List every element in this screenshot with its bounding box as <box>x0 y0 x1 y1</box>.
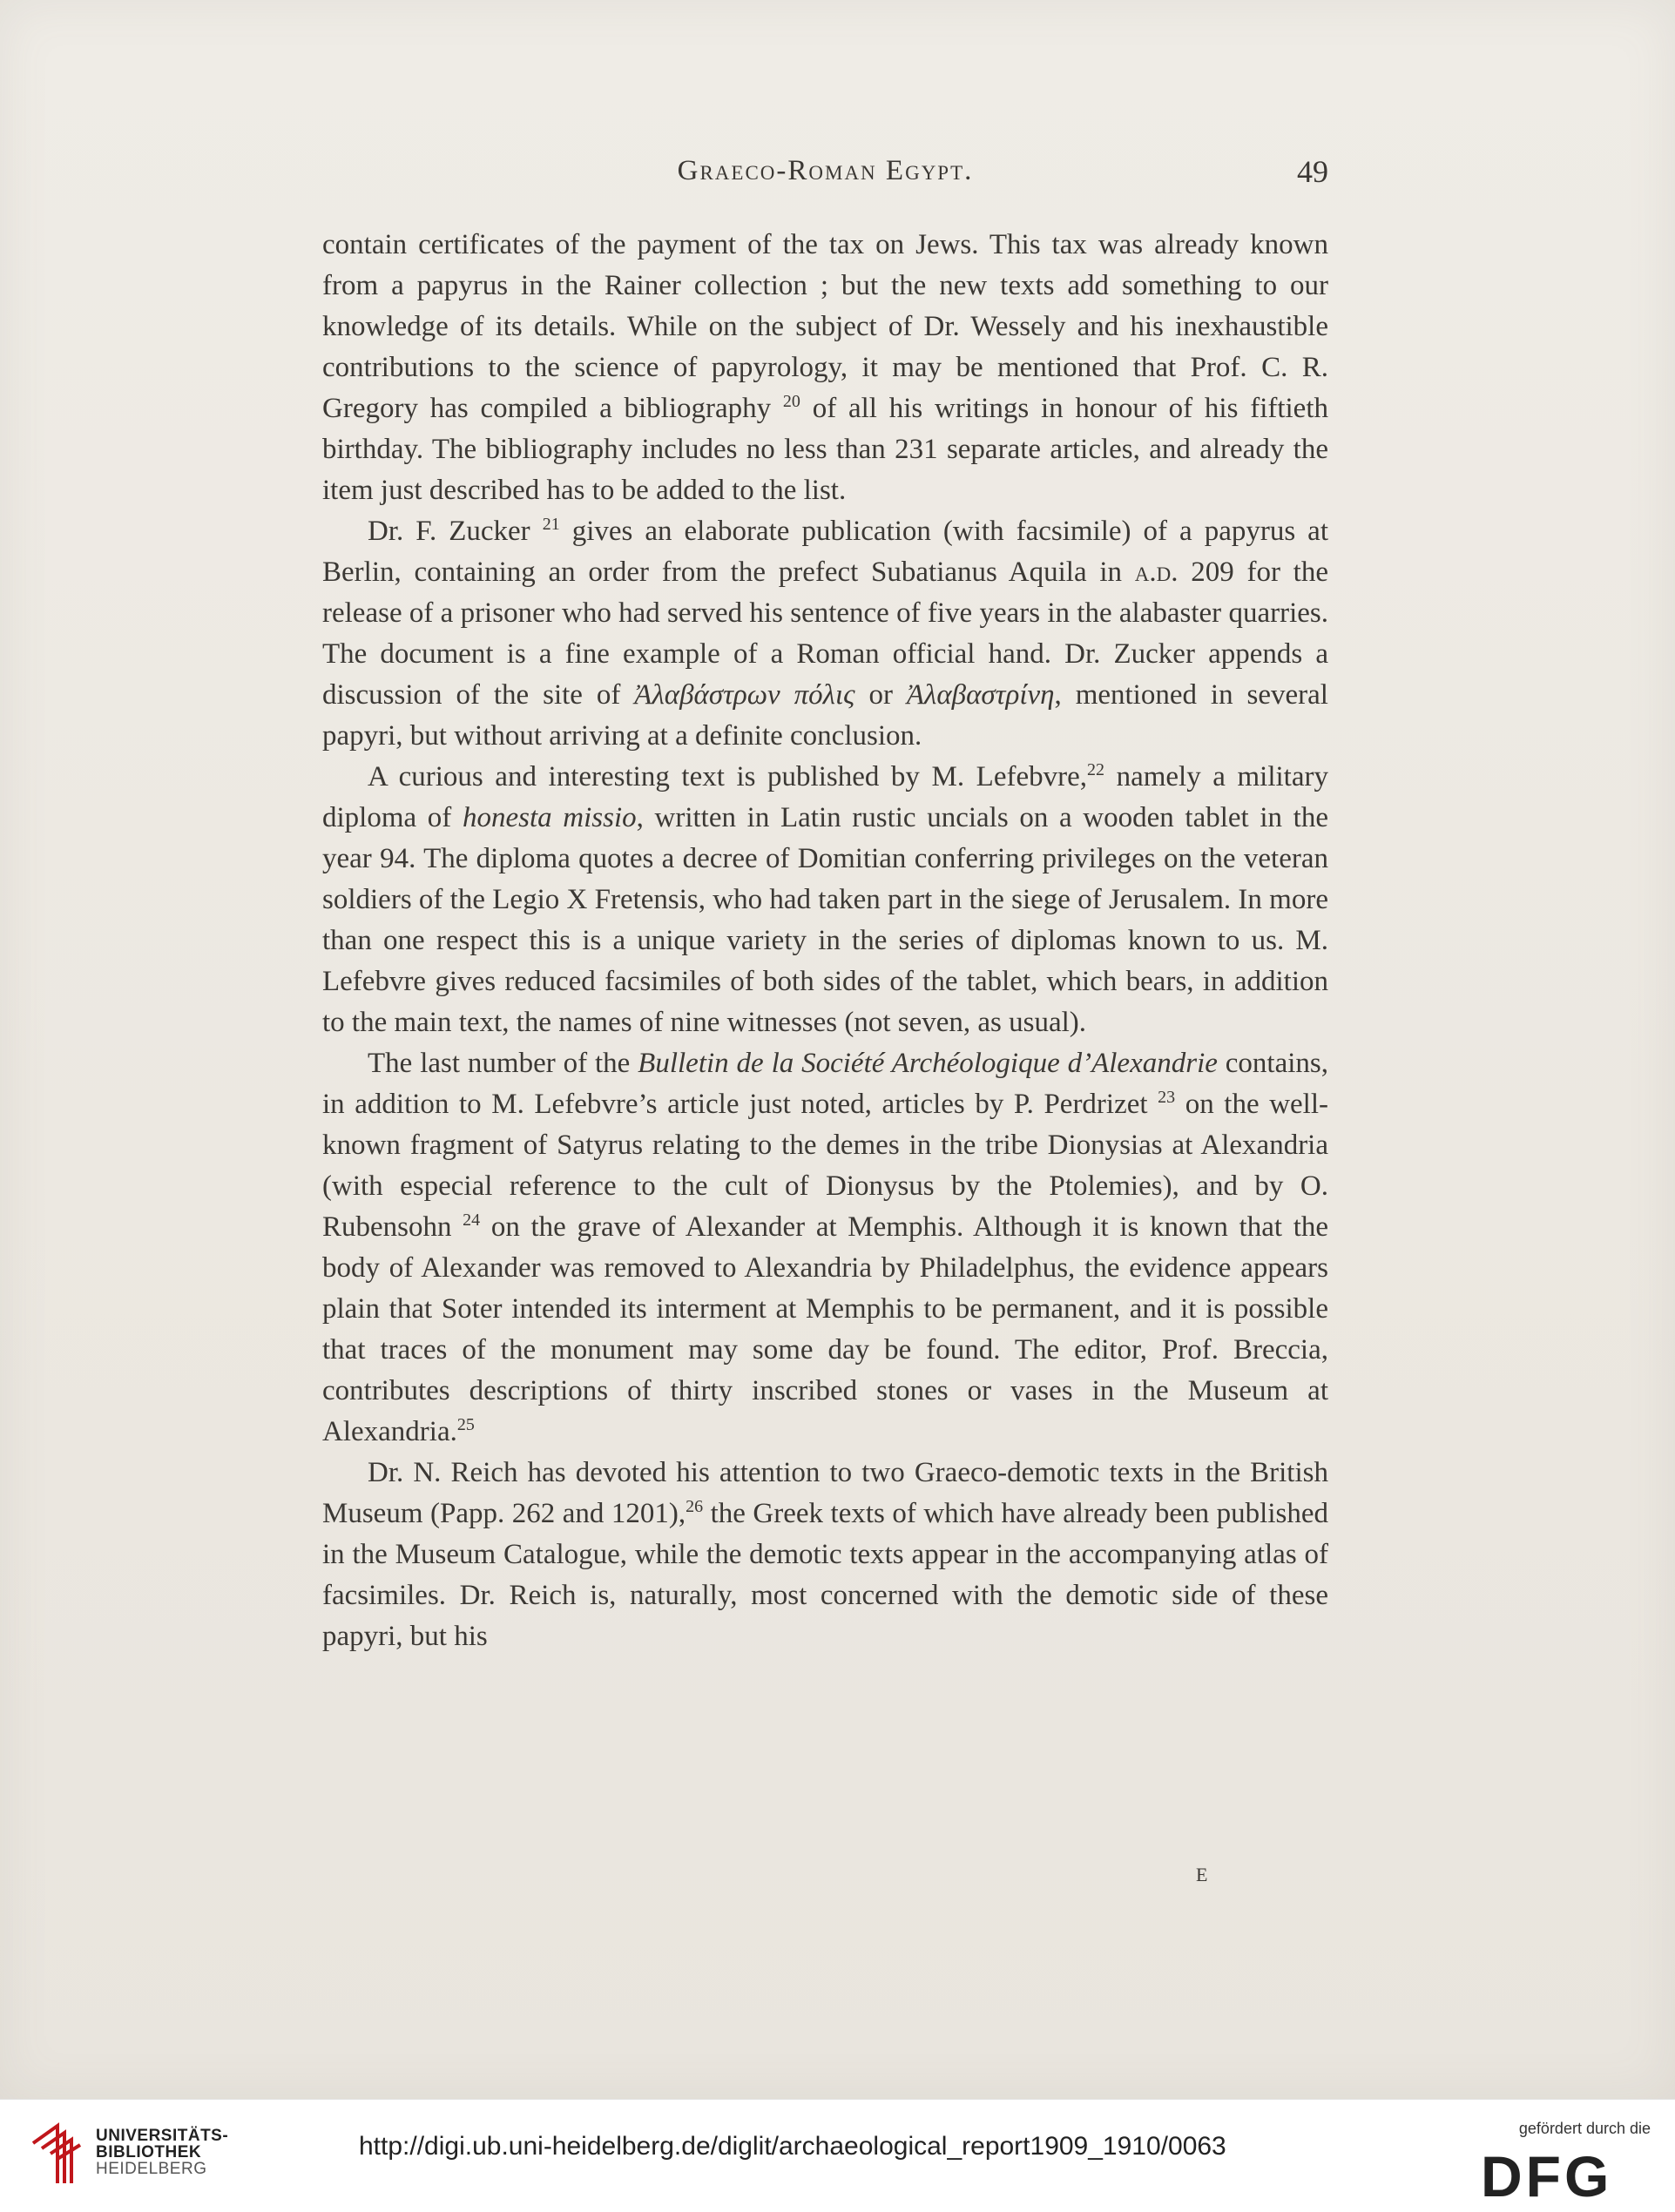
university-library-name <box>96 2128 228 2177</box>
footnote-ref: 20 <box>782 392 800 411</box>
text-run: or <box>854 679 907 711</box>
library-name-line-2: BIBLIOTHEK <box>96 2143 202 2161</box>
text-run: the Greek texts of which have already been published in the Museum Catalogue, while the demotic texts appear in the accompanying atlas of facsimiles. Dr. Reich is, naturally, most concerned with the demotic side of these papyri, but his <box>322 1498 1328 1652</box>
page-number: 49 <box>1297 154 1328 189</box>
text-run: Dr. F. Zucker <box>368 516 543 547</box>
body-text <box>322 225 1328 1657</box>
italic-text: Ἀλαβαστρίνη <box>906 679 1055 711</box>
footnote-ref: 25 <box>456 1415 475 1434</box>
italic-text: Ἀλαβάστρων πόλις <box>634 679 855 711</box>
footnote-ref: 26 <box>686 1497 704 1516</box>
sponsor-note: gefördert durch die <box>1518 2120 1651 2137</box>
text-run: 209 for the release of a prisoner who had served his sentence of five years in the alabaster quarries. The document is a fine example of a Roman official hand. Dr. Zucker appends a discussion of the site of <box>322 556 1328 711</box>
footnote-ref: 24 <box>463 1211 481 1230</box>
text-run: contain certificates of the payment of the tax on Jews. This tax was already known from a papyrus in the Rainer collection ; but the new texts add something to our knowledge of its details. While on the subject of Dr. Wessely and his inexhaustible contributions to the science of papyrology, it may be mentioned that Prof. C. R. Gregory has compiled a bibliography <box>322 229 1328 424</box>
text-run: on the well-known fragment of Satyrus relating to the demes in the tribe Dionysias at Alexandria (with especial reference to the cult of Dionysus by the Ptolemies), and by O. Rubensohn <box>322 1089 1328 1243</box>
library-name-line-3: HEIDELBERG <box>96 2160 207 2178</box>
italic-text: Bulletin de la Société Archéologique d’Alexandrie <box>638 1048 1218 1079</box>
text-run: The last number of the <box>368 1048 638 1079</box>
dfg-logo: DFG <box>1481 2144 1613 2209</box>
footnote-ref: 22 <box>1087 760 1105 779</box>
library-name-line-1: UNIVERSITÄTS- <box>96 2127 229 2145</box>
text-run: A curious and interesting text is published by M. Lefebvre, <box>368 761 1088 792</box>
paragraph <box>322 757 1328 1043</box>
signature-mark: E <box>1196 1864 1208 1885</box>
text-run: namely a military diploma of <box>322 761 1328 833</box>
paragraph <box>322 225 1328 511</box>
paragraph <box>322 1043 1328 1453</box>
text-run: contains, in addition to M. Lefebvre’s article just noted, articles by P. Perdrizet <box>322 1048 1328 1120</box>
paragraph <box>322 1453 1328 1657</box>
footnote-ref: 23 <box>1158 1088 1176 1107</box>
text-run: of all his writings in honour of his fiftieth birthday. The bibliography includes no less than 231 separate articles, and already the item just described has to be added to the list. <box>322 393 1329 506</box>
text-run: Dr. N. Reich has devoted his attention to two Graeco-demotic texts in the British Museum (Papp. 262 and 1201), <box>322 1457 1328 1529</box>
text-run: , mentioned in several papyri, but without arriving at a definite conclusion. <box>322 679 1328 752</box>
paragraph <box>322 511 1328 757</box>
italic-text: honesta missio <box>462 802 637 833</box>
text-run: gives an elaborate publication (with facsimile) of a papyrus at Berlin, containing an order from the prefect Subatianus Aquila in <box>322 516 1328 588</box>
page-header <box>322 155 1328 199</box>
footnote-ref: 21 <box>542 515 560 534</box>
source-url-link[interactable]: http://digi.ub.uni-heidelberg.de/diglit/archaeological_report1909_1910/0063 <box>359 2132 1226 2161</box>
text-run: , written in Latin rustic uncials on a wooden tablet in the year 94. The diploma quotes a decree of Domitian conferring privileges on the veteran soldiers of the Legio X Fretensis, who had taken part in the siege of Jerusalem. In more than one respect this is a unique variety in the series of diplomas known to us. M. Lefebvre gives reduced facsimiles of both sides of the tablet, which bears, in addition to the main text, the names of nine witnesses (not seven, as usual). <box>322 802 1329 1038</box>
text-run: on the grave of Alexander at Memphis. Although it is known that the body of Alexander was removed to Alexandria by Philadelphus, the evidence appears plain that Soter intended its interment at Memphis to be permanent, and it is possible that traces of the monument may some day be found. The editor, Prof. Breccia, contributes descriptions of thirty inscribed stones or vases in the Museum at Alexandria. <box>322 1211 1329 1447</box>
smallcaps-text: a.d. <box>1134 556 1179 588</box>
running-title: Graeco-Roman Egypt. <box>677 155 974 186</box>
university-library-logo-icon <box>30 2122 87 2187</box>
